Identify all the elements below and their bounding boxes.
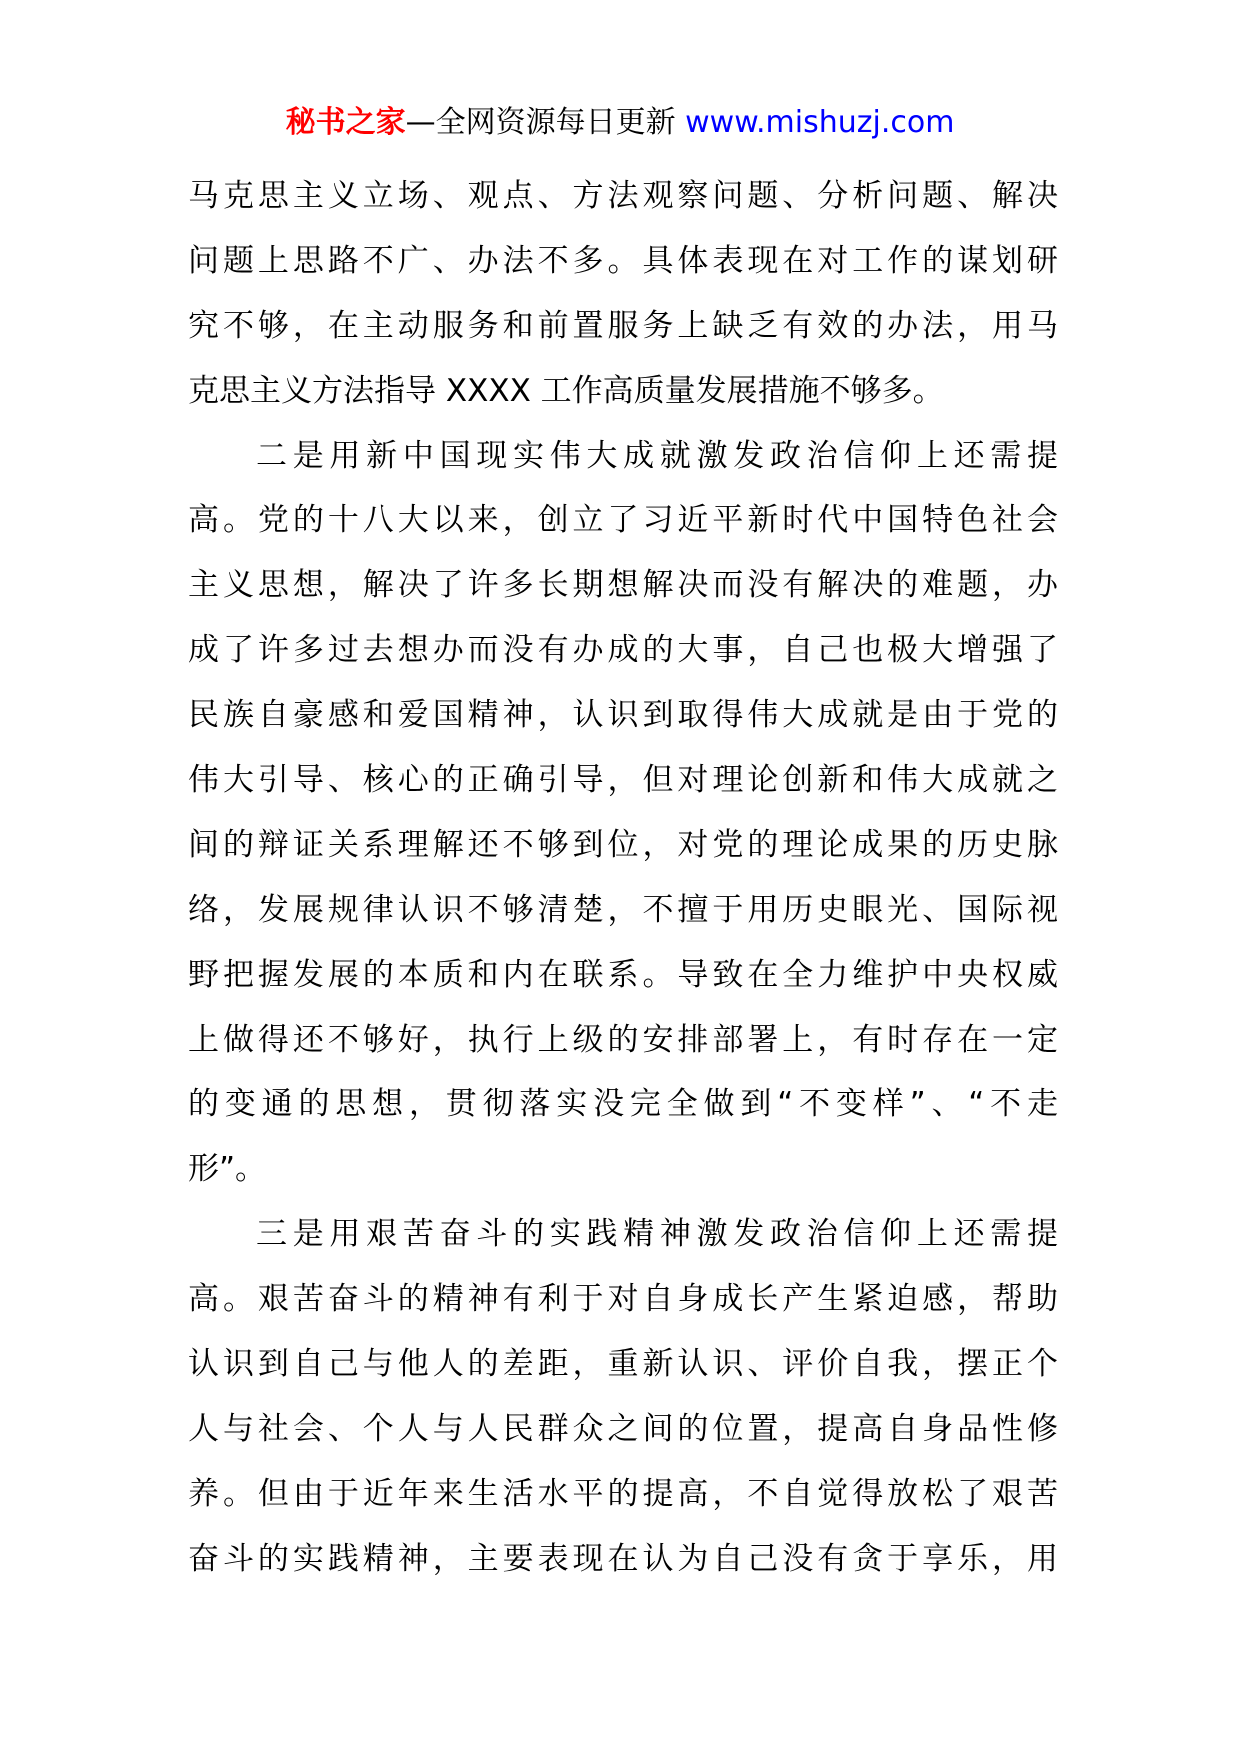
- text-line: 高。艰苦奋斗的精神有利于对自身成长产生紧迫感，帮助: [188, 1281, 1058, 1318]
- text-line: 克思主义方法指导 XXXX 工作高质量发展措施不够多。: [188, 372, 944, 409]
- text-line: 究不够，在主动服务和前置服务上缺乏有效的办法，用马: [188, 307, 1058, 344]
- paragraph-2: [188, 424, 1058, 1203]
- paragraph-1: [188, 164, 1058, 424]
- site-brand: 秘书之家: [285, 105, 406, 140]
- text-line: 马克思主义立场、观点、方法观察问题、分析问题、解决: [188, 178, 1058, 214]
- text-line: 三是用艰苦奋斗的实践精神激发政治信仰上还需提: [256, 1216, 1058, 1253]
- text-line: 伟大引导、核心的正确引导，但对理论创新和伟大成就之: [188, 762, 1058, 799]
- site-tagline: —全网资源每日更新: [405, 105, 686, 140]
- text-line: 问题上思路不广、办法不多。具体表现在对工作的谋划研: [188, 242, 1058, 279]
- text-line: 形”。: [188, 1151, 267, 1188]
- text-line: 人与社会、个人与人民群众之间的位置，提高自身品性修: [188, 1410, 1058, 1447]
- text-line: 成了许多过去想办而没有办成的大事，自己也极大增强了: [188, 632, 1058, 669]
- text-line: 间的辩证关系理解还不够到位，对党的理论成果的历史脉: [188, 826, 1058, 863]
- text-line: 络，发展规律认识不够清楚，不擅于用历史眼光、国际视: [188, 891, 1058, 928]
- site-header: [0, 100, 1240, 146]
- text-line: 高。党的十八大以来，创立了习近平新时代中国特色社会: [188, 502, 1058, 539]
- document-body: [188, 164, 1058, 1592]
- text-line: 主义思想，解决了许多长期想解决而没有解决的难题，办: [188, 567, 1058, 604]
- site-url-link[interactable]: www.mishuzj.com: [685, 105, 955, 140]
- text-line: 养。但由于近年来生活水平的提高，不自觉得放松了艰苦: [188, 1475, 1058, 1512]
- text-line: 认识到自己与他人的差距，重新认识、评价自我，摆正个: [188, 1346, 1058, 1383]
- paragraph-3: [188, 1202, 1058, 1591]
- text-line: 奋斗的实践精神，主要表现在认为自己没有贪于享乐，用: [188, 1540, 1058, 1577]
- text-line: 二是用新中国现实伟大成就激发政治信仰上还需提: [256, 437, 1058, 474]
- text-line: 民族自豪感和爱国精神，认识到取得伟大成就是由于党的: [188, 697, 1058, 734]
- text-line: 野把握发展的本质和内在联系。导致在全力维护中央权威: [188, 956, 1058, 993]
- text-line: 上做得还不够好，执行上级的安排部署上，有时存在一定: [188, 1021, 1058, 1058]
- text-line: 的变通的思想，贯彻落实没完全做到“不变样”、“不走: [188, 1086, 1058, 1123]
